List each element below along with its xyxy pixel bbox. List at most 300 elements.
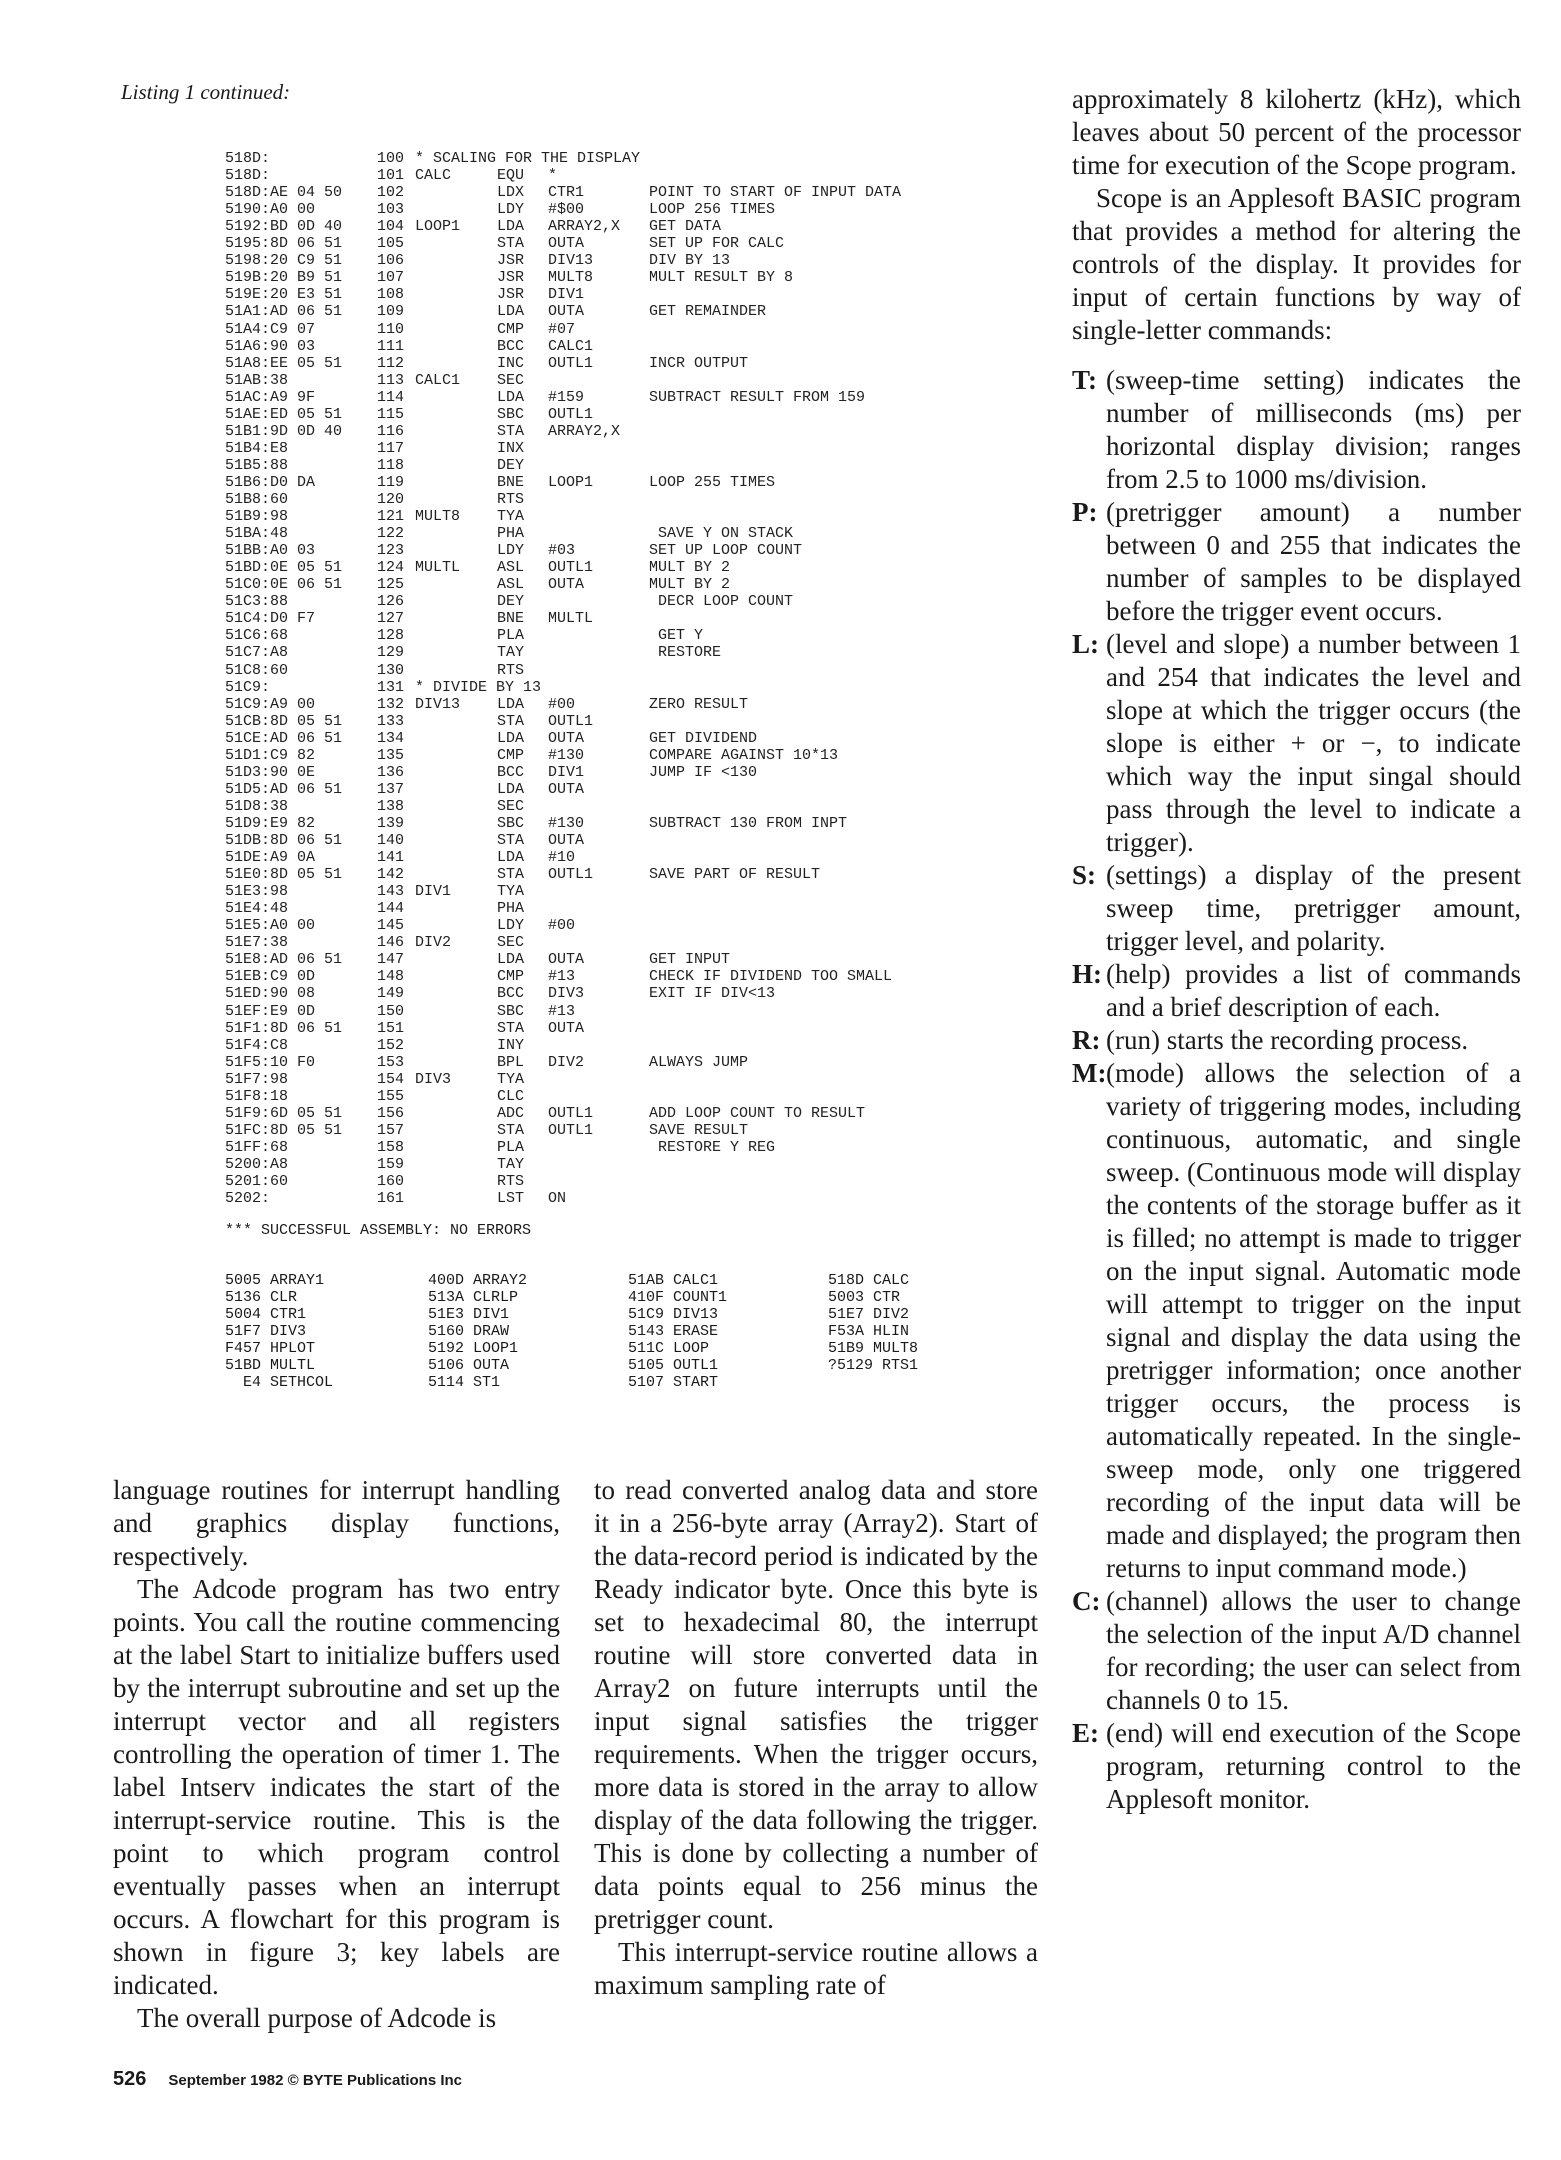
line-number: 150 — [377, 1002, 405, 1020]
opcode: JSR — [497, 286, 525, 304]
operand: #03 — [548, 542, 576, 560]
body-column-middle — [594, 1474, 1038, 2002]
page-number: 526 — [113, 2068, 147, 2090]
listing-line — [0, 1037, 1000, 1054]
address-bytes: 51A4:C9 07 — [225, 320, 316, 338]
line-number: 118 — [377, 456, 405, 474]
opcode: STA — [497, 866, 525, 884]
opcode: DEY — [497, 456, 525, 474]
opcode: LDA — [497, 951, 525, 969]
symbol-entry: 518D CALC — [828, 1272, 910, 1289]
listing-line — [0, 286, 1000, 303]
operand: ARRAY2,X — [548, 422, 621, 440]
body-column-left — [113, 1474, 560, 2035]
comment: SAVE PART OF RESULT — [649, 866, 821, 884]
symbol-entry: 51E3 DIV1 — [428, 1306, 510, 1323]
operand: #13 — [548, 1002, 576, 1020]
address-bytes: 51B5:88 — [225, 456, 289, 474]
symbol-entry: 513A CLRLP — [428, 1289, 519, 1306]
operand: OUTA — [548, 235, 585, 253]
operand: #130 — [548, 746, 585, 764]
opcode: BCC — [497, 337, 525, 355]
comment: GET DIVIDEND — [649, 729, 758, 747]
command-key: P: — [1072, 497, 1098, 527]
command-description: (channel) allows the user to change the selection of the input A/D channel for recording; the user can select from channels 0 to 15. — [1106, 1586, 1521, 1715]
line-number: 112 — [377, 354, 405, 372]
line-number: 140 — [377, 832, 405, 849]
listing-line — [0, 985, 1000, 1002]
symbol-entry: 5107 START — [628, 1374, 719, 1391]
opcode: BCC — [497, 985, 525, 1003]
command-item — [1072, 496, 1521, 628]
line-number: 152 — [377, 1036, 405, 1054]
opcode: EQU — [497, 167, 525, 185]
line-number: 141 — [377, 849, 405, 867]
command-description: (help) provides a list of commands and a brief description of each. — [1106, 959, 1521, 1022]
operand: #07 — [548, 320, 576, 338]
operand: DIV1 — [548, 286, 585, 304]
address-bytes: 51DB:8D 06 51 — [225, 832, 343, 849]
operand: MULTL — [548, 610, 594, 628]
symbol-entry: 5114 ST1 — [428, 1374, 501, 1391]
operand: ON — [548, 1190, 567, 1208]
opcode: LDA — [497, 388, 525, 406]
command-item — [1072, 958, 1521, 1024]
opcode: STA — [497, 235, 525, 253]
paragraph: The Adcode program has two entry points. You call the routine commencing at the label Start to initialize buffers used by the interrupt subroutine and set up the interrupt vector and all registers controlling the operation of timer 1. The label Intserv indicates the start of the interrupt-service routine. This is the point to which program control eventually passes when an interrupt occurs. A flowchart for this program is shown in figure 3; key labels are indicated. — [113, 1574, 560, 2000]
line-number: 128 — [377, 627, 405, 645]
listing-line — [0, 627, 1000, 644]
opcode: SEC — [497, 371, 525, 389]
command-key: R: — [1072, 1025, 1101, 1055]
address-bytes: 51A6:90 03 — [225, 337, 316, 355]
symbol-entry: F53A HLIN — [828, 1323, 910, 1340]
line-number: 105 — [377, 235, 405, 253]
line-number: 151 — [377, 1019, 405, 1037]
comment: RESTORE — [649, 644, 722, 662]
comment: GET DATA — [649, 218, 722, 236]
operand: OUTL1 — [548, 354, 594, 372]
comment: ADD LOOP COUNT TO RESULT — [649, 1104, 866, 1122]
address-bytes: 51F5:10 F0 — [225, 1053, 316, 1071]
line-number: 123 — [377, 542, 405, 560]
operand: OUTL1 — [548, 1121, 594, 1139]
comment: INCR OUTPUT — [649, 354, 749, 372]
operand: DIV1 — [548, 763, 585, 781]
address-bytes: 51FF:68 — [225, 1138, 289, 1156]
symbol-entry: 410F COUNT1 — [628, 1289, 728, 1306]
address-bytes: 51BA:48 — [225, 525, 289, 543]
address-bytes: 51CE:AD 06 51 — [225, 729, 343, 747]
opcode: LDA — [497, 729, 525, 747]
line-number: 108 — [377, 286, 405, 304]
opcode: RTS — [497, 661, 525, 679]
address-bytes: 51AB:38 — [225, 371, 289, 389]
page-footer — [113, 2068, 462, 2091]
line-number: 158 — [377, 1138, 405, 1156]
opcode: BNE — [497, 473, 525, 491]
address-bytes: 51E5:A0 00 — [225, 917, 316, 935]
listing-line — [0, 747, 1000, 764]
command-item — [1072, 1057, 1521, 1585]
label: MULT8 — [415, 508, 461, 526]
opcode: ASL — [497, 559, 525, 577]
address-bytes: 5190:A0 00 — [225, 201, 316, 219]
symbol-row — [0, 1357, 1100, 1374]
listing-line — [0, 1105, 1000, 1122]
line-number: 117 — [377, 439, 405, 457]
listing-line — [0, 167, 1000, 184]
address-bytes: 51E8:AD 06 51 — [225, 951, 343, 969]
command-item — [1072, 1024, 1521, 1057]
line-number: 134 — [377, 729, 405, 747]
label: * SCALING FOR THE DISPLAY — [415, 150, 641, 167]
line-number: 161 — [377, 1190, 405, 1208]
listing-line — [0, 1139, 1000, 1156]
opcode: SEC — [497, 797, 525, 815]
command-description: (level and slope) a number between 1 and 254 that indicates the level and slope at which the trigger occurs (the slope is either + or −, to indicate which way the input singal should pass through the level to indicate a trigger). — [1106, 629, 1521, 857]
address-bytes: 51B9:98 — [225, 508, 289, 526]
symbol-entry: E4 SETHCOL — [225, 1374, 334, 1391]
paragraph: approximately 8 kilohertz (kHz), which leaves about 50 percent of the processor time for execution of the Scope program. — [1072, 84, 1521, 180]
address-bytes: 51B6:D0 DA — [225, 473, 316, 491]
command-key: E: — [1072, 1718, 1099, 1748]
symbol-entry: 5003 CTR — [828, 1289, 901, 1306]
address-bytes: 51B4:E8 — [225, 439, 289, 457]
symbol-entry: 51F7 DIV3 — [225, 1323, 307, 1340]
opcode: LDA — [497, 303, 525, 321]
line-number: 136 — [377, 763, 405, 781]
symbol-row — [0, 1272, 1100, 1289]
listing-line — [0, 525, 1000, 542]
body-column-right — [1072, 83, 1521, 1816]
publication-line: September 1982 © BYTE Publications Inc — [168, 2072, 463, 2089]
label: CALC — [415, 167, 452, 185]
address-bytes: 5202: — [225, 1190, 271, 1208]
line-number: 133 — [377, 712, 405, 730]
line-number: 119 — [377, 473, 405, 491]
address-bytes: 51E4:48 — [225, 900, 289, 918]
symbol-entry: 5160 DRAW — [428, 1323, 510, 1340]
operand: OUTL1 — [548, 712, 594, 730]
command-item — [1072, 859, 1521, 958]
line-number: 130 — [377, 661, 405, 679]
listing-line — [0, 1173, 1000, 1190]
opcode: PHA — [497, 900, 525, 918]
line-number: 146 — [377, 934, 405, 952]
line-number: 154 — [377, 1070, 405, 1088]
line-number: 148 — [377, 968, 405, 986]
operand: MULT8 — [548, 269, 594, 287]
line-number: 111 — [377, 337, 405, 355]
listing-line — [0, 218, 1000, 235]
line-number: 101 — [377, 167, 405, 185]
listing-line — [0, 662, 1000, 679]
opcode: JSR — [497, 269, 525, 287]
listing-line — [0, 917, 1000, 934]
address-bytes: 51E7:38 — [225, 934, 289, 952]
comment: DECR LOOP COUNT — [649, 593, 794, 611]
listing-line — [0, 406, 1000, 423]
command-description: (mode) allows the selection of a variety of triggering modes, including continuous, automatic, and single sweep. (Continuous mode will display the contents of the storage buffer as it is filled; no attempt is made to trigger on the input signal. Automatic mode will attempt to trigger on the input signal and display the data using the pretrigger information; once another trigger occurs, the process is automatically repeated. In the single-sweep mode, only one triggered recording of the input data will be made and displayed; the program then returns to input command mode.) — [1106, 1058, 1521, 1583]
line-number: 131 — [377, 678, 405, 696]
symbol-entry: 51AB CALC1 — [628, 1272, 719, 1289]
opcode: LDA — [497, 849, 525, 867]
line-number: 159 — [377, 1155, 405, 1173]
comment: COMPARE AGAINST 10*13 — [649, 746, 839, 764]
opcode: STA — [497, 1121, 525, 1139]
address-bytes: 51F8:18 — [225, 1087, 289, 1105]
listing-line — [0, 201, 1000, 218]
listing-line — [0, 338, 1000, 355]
command-key: H: — [1072, 959, 1102, 989]
symbol-entry: 400D ARRAY2 — [428, 1272, 528, 1289]
comment: GET INPUT — [649, 951, 731, 969]
opcode: SBC — [497, 814, 525, 832]
opcode: ADC — [497, 1104, 525, 1122]
listing-line — [0, 934, 1000, 951]
listing-line — [0, 883, 1000, 900]
address-bytes: 51C0:0E 06 51 — [225, 576, 343, 594]
command-description: (pretrigger amount) a number between 0 and 255 that indicates the number of samples to be displayed before the trigger event occurs. — [1106, 497, 1521, 626]
opcode: LDY — [497, 542, 525, 560]
line-number: 160 — [377, 1173, 405, 1190]
operand: OUTA — [548, 951, 585, 969]
listing-line — [0, 696, 1000, 713]
opcode: RTS — [497, 1173, 525, 1190]
opcode: TYA — [497, 883, 525, 901]
line-number: 135 — [377, 746, 405, 764]
comment: LOOP 255 TIMES — [649, 473, 776, 491]
label: LOOP1 — [415, 218, 461, 236]
comment: SET UP LOOP COUNT — [649, 542, 803, 560]
address-bytes: 51F7:98 — [225, 1070, 289, 1088]
operand: OUTA — [548, 832, 585, 849]
symbol-entry: 51B9 MULT8 — [828, 1340, 919, 1357]
symbol-row — [0, 1374, 1100, 1391]
comment: ALWAYS JUMP — [649, 1053, 749, 1071]
listing-line — [0, 679, 1000, 696]
address-bytes: 51F9:6D 05 51 — [225, 1104, 343, 1122]
line-number: 100 — [377, 150, 405, 167]
listing-line — [0, 303, 1000, 320]
label: DIV13 — [415, 695, 461, 713]
opcode: SBC — [497, 1002, 525, 1020]
operand: #00 — [548, 695, 576, 713]
operand: CTR1 — [548, 184, 585, 202]
opcode: BPL — [497, 1053, 525, 1071]
address-bytes: 51D1:C9 82 — [225, 746, 316, 764]
line-number: 126 — [377, 593, 405, 611]
address-bytes: 51D8:38 — [225, 797, 289, 815]
address-bytes: 51E0:8D 05 51 — [225, 866, 343, 884]
comment: SUBTRACT 130 FROM INPT — [649, 814, 848, 832]
operand: DIV13 — [548, 252, 594, 270]
address-bytes: 51CB:8D 05 51 — [225, 712, 343, 730]
comment: POINT TO START OF INPUT DATA — [649, 184, 902, 202]
comment: ZERO RESULT — [649, 695, 749, 713]
listing-line — [0, 866, 1000, 883]
operand: OUTL1 — [548, 866, 594, 884]
opcode: CLC — [497, 1087, 525, 1105]
symbol-entry: 5192 LOOP1 — [428, 1340, 519, 1357]
opcode: PLA — [497, 627, 525, 645]
paragraph: to read converted analog data and store it in a 256-byte array (Array2). Start of the data-record period is indicated by the Ready indicator byte. Once this byte is set to hexadecimal 80, the interrupt routine will store converted data in Array2 on future interrupts until the input signal satisfies the trigger requirements. When the trigger occurs, more data is stored in the array to allow display of the data following the trigger. This is done by collecting a number of data points equal to 256 minus the pretrigger count. — [594, 1475, 1038, 1934]
line-number: 156 — [377, 1104, 405, 1122]
address-bytes: 51C6:68 — [225, 627, 289, 645]
operand: OUTA — [548, 780, 585, 798]
symbol-entry: 5105 OUTL1 — [628, 1357, 719, 1374]
line-number: 132 — [377, 695, 405, 713]
listing-line — [0, 542, 1000, 559]
address-bytes: 519B:20 B9 51 — [225, 269, 343, 287]
opcode: DEY — [497, 593, 525, 611]
paragraph: The overall purpose of Adcode is — [137, 2003, 497, 2033]
listing-line — [0, 1156, 1000, 1173]
command-key: M: — [1072, 1058, 1107, 1088]
comment: SAVE RESULT — [649, 1121, 749, 1139]
opcode: BNE — [497, 610, 525, 628]
opcode: INC — [497, 354, 525, 372]
comment: MULT BY 2 — [649, 559, 731, 577]
line-number: 143 — [377, 883, 405, 901]
address-bytes: 5195:8D 06 51 — [225, 235, 343, 253]
address-bytes: 5200:A8 — [225, 1155, 289, 1173]
address-bytes: 51DE:A9 0A — [225, 849, 316, 867]
command-list — [1072, 364, 1521, 1816]
address-bytes: 51AE:ED 05 51 — [225, 405, 343, 423]
line-number: 124 — [377, 559, 405, 577]
label: * DIVIDE BY 13 — [415, 678, 542, 696]
symbol-entry: 5005 ARRAY1 — [225, 1272, 325, 1289]
opcode: INY — [497, 1036, 525, 1054]
comment: GET Y — [649, 627, 704, 645]
address-bytes: 51C4:D0 F7 — [225, 610, 316, 628]
address-bytes: 51D9:E9 82 — [225, 814, 316, 832]
opcode: RTS — [497, 491, 525, 508]
paragraph: language routines for interrupt handling and graphics display functions, respectively. — [113, 1475, 560, 1571]
listing-line — [0, 457, 1000, 474]
address-bytes: 5198:20 C9 51 — [225, 252, 343, 270]
line-number: 149 — [377, 985, 405, 1003]
listing-line — [0, 815, 1000, 832]
opcode: LST — [497, 1190, 525, 1208]
line-number: 144 — [377, 900, 405, 918]
listing-line — [0, 781, 1000, 798]
symbol-entry: 511C LOOP — [628, 1340, 710, 1357]
listing-line — [0, 252, 1000, 269]
symbol-row — [0, 1340, 1100, 1357]
command-key: L: — [1072, 629, 1099, 659]
address-bytes: 51F1:8D 06 51 — [225, 1019, 343, 1037]
comment: GET REMAINDER — [649, 303, 767, 321]
label: DIV3 — [415, 1070, 452, 1088]
comment: MULT BY 2 — [649, 576, 731, 594]
opcode: INX — [497, 439, 525, 457]
listing-line — [0, 372, 1000, 389]
listing-line — [0, 968, 1000, 985]
opcode: STA — [497, 712, 525, 730]
comment: MULT RESULT BY 8 — [649, 269, 794, 287]
listing-line — [0, 474, 1000, 491]
address-bytes: 51B1:9D 0D 40 — [225, 422, 343, 440]
opcode: SBC — [497, 405, 525, 423]
comment: LOOP 256 TIMES — [649, 201, 776, 219]
symbol-entry: 5143 ERASE — [628, 1323, 719, 1340]
listing-line — [0, 832, 1000, 849]
address-bytes: 51C9:A9 00 — [225, 695, 316, 713]
line-number: 102 — [377, 184, 405, 202]
comment: DIV BY 13 — [649, 252, 731, 270]
symbol-entry: 5106 OUTA — [428, 1357, 510, 1374]
command-key: S: — [1072, 860, 1097, 890]
line-number: 129 — [377, 644, 405, 662]
address-bytes: 51A8:EE 05 51 — [225, 354, 343, 372]
address-bytes: 51A1:AD 06 51 — [225, 303, 343, 321]
listing-line — [0, 644, 1000, 661]
symbol-entry: ?5129 RTS1 — [828, 1357, 919, 1374]
operand: LOOP1 — [548, 473, 594, 491]
opcode: STA — [497, 1019, 525, 1037]
command-item — [1072, 1585, 1521, 1717]
listing-line — [0, 798, 1000, 815]
listing-line — [0, 951, 1000, 968]
paragraph: Scope is an Applesoft BASIC program that provides a method for altering the controls of the display. It provides for input of certain functions by way of single-letter commands: — [1072, 183, 1521, 345]
line-number: 121 — [377, 508, 405, 526]
command-item — [1072, 1717, 1521, 1816]
operand: CALC1 — [548, 337, 594, 355]
address-bytes: 518D: — [225, 150, 271, 167]
opcode: STA — [497, 832, 525, 849]
listing-line — [0, 713, 1000, 730]
listing-line — [0, 1071, 1000, 1088]
address-bytes: 51AC:A9 9F — [225, 388, 316, 406]
opcode: LDX — [497, 184, 525, 202]
listing-line — [0, 1020, 1000, 1037]
address-bytes: 51C3:88 — [225, 593, 289, 611]
command-item — [1072, 364, 1521, 496]
symbol-entry: 51E7 DIV2 — [828, 1306, 910, 1323]
line-number: 116 — [377, 422, 405, 440]
line-number: 114 — [377, 388, 405, 406]
listing-caption: Listing 1 continued: — [121, 80, 291, 104]
address-bytes: 5192:BD 0D 40 — [225, 218, 343, 236]
operand: OUTA — [548, 576, 585, 594]
listing-line — [0, 184, 1000, 201]
line-number: 147 — [377, 951, 405, 969]
line-number: 127 — [377, 610, 405, 628]
comment: SUBTRACT RESULT FROM 159 — [649, 388, 866, 406]
command-item — [1072, 628, 1521, 859]
command-description: (settings) a display of the present sweep time, pretrigger amount, trigger level, and polarity. — [1106, 860, 1521, 956]
line-number: 110 — [377, 320, 405, 338]
command-description: (end) will end execution of the Scope program, returning control to the Applesoft monitor. — [1106, 1718, 1521, 1814]
comment: RESTORE Y REG — [649, 1138, 776, 1156]
line-number: 138 — [377, 797, 405, 815]
operand: #159 — [548, 388, 585, 406]
listing-line — [0, 1088, 1000, 1105]
comment: CHECK IF DIVIDEND TOO SMALL — [649, 968, 893, 986]
operand: OUTL1 — [548, 559, 594, 577]
address-bytes: 51E3:98 — [225, 883, 289, 901]
operand: #13 — [548, 968, 576, 986]
operand: DIV2 — [548, 1053, 585, 1071]
operand: * — [548, 167, 558, 185]
listing-line — [0, 491, 1000, 508]
line-number: 122 — [377, 525, 405, 543]
line-number: 103 — [377, 201, 405, 219]
opcode: CMP — [497, 746, 525, 764]
